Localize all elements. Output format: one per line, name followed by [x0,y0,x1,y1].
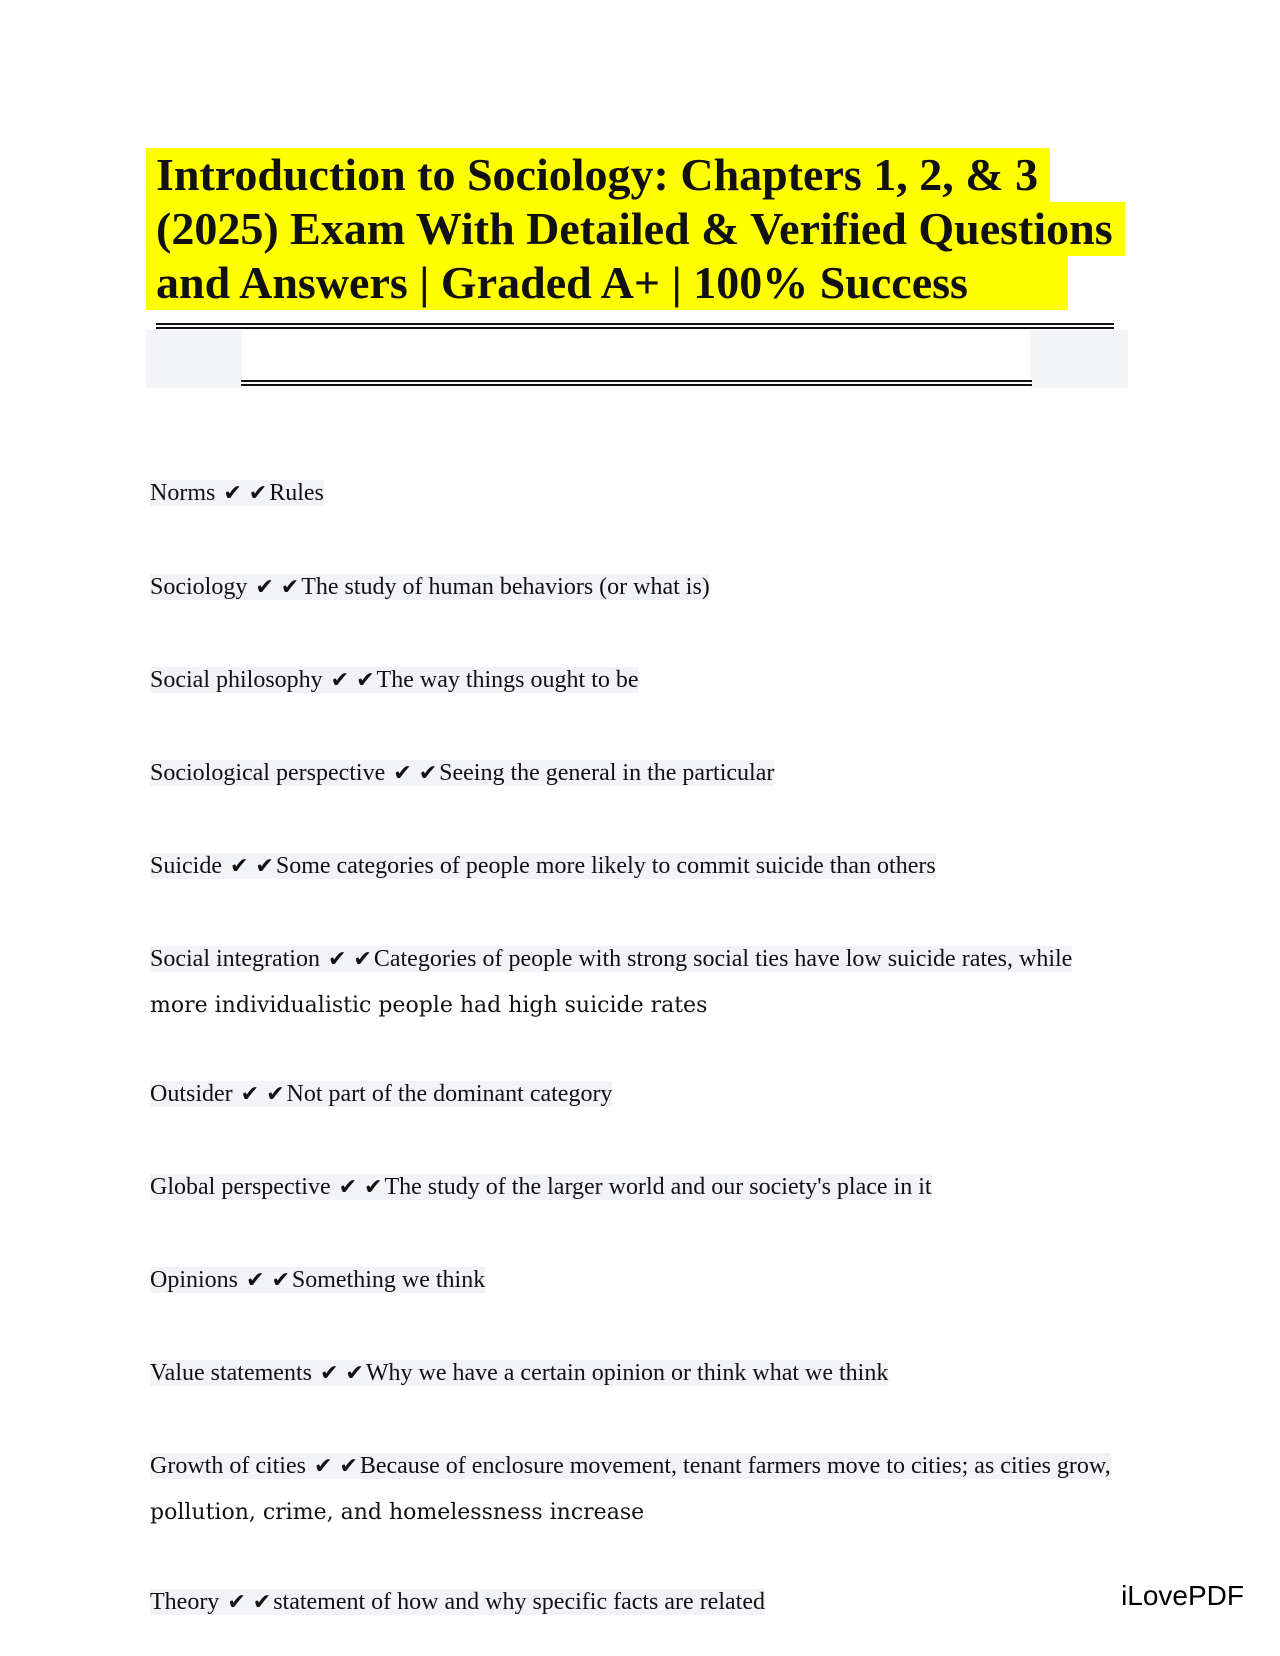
check-icon: ✔ ✔ [330,668,375,693]
qa-term: Social integration [150,946,320,972]
title-shade-left [146,330,242,388]
check-icon: ✔ ✔ [230,854,274,879]
check-icon: ✔ ✔ [327,947,372,972]
qa-entry-growth-of-cities [150,1449,1111,1530]
qa-entry-social-philosophy [150,663,639,698]
qa-entry-opinions [150,1263,485,1298]
check-icon: ✔ ✔ [393,761,438,786]
qa-entry-global-perspective [150,1170,932,1205]
qa-answer: Rules [269,480,324,506]
check-icon: ✔ ✔ [246,1268,290,1293]
qa-answer: Why we have a certain opinion or think what we think [365,1360,889,1386]
qa-answer-continued: pollution, crime, and homelessness increase [150,1500,645,1525]
qa-entry-value-statements [150,1356,888,1391]
qa-entry-suicide [150,849,936,884]
qa-answer: Seeing the general in the particular [439,760,775,786]
qa-answer: Something we think [291,1267,486,1293]
qa-entry-theory [150,1585,765,1620]
title-underline [156,323,1114,329]
qa-answer: Categories of people with strong social ties have low suicide rates, while [373,946,1073,972]
check-icon: ✔ ✔ [338,1175,383,1200]
title-line-3: and Answers | Graded A+ | 100% Success [146,256,1068,310]
qa-answer: statement of how and why specific facts are related [273,1589,765,1615]
qa-entry-social-integration [150,942,1072,1023]
qa-term: Outsider [150,1081,233,1107]
watermark-logo: iLovePDF [1121,1580,1244,1611]
qa-entry-sociological-perspective [150,756,774,791]
check-icon: ✔ ✔ [223,481,268,506]
check-icon: ✔ ✔ [255,575,300,600]
check-icon: ✔ ✔ [227,1590,272,1615]
qa-term: Theory [150,1589,220,1615]
title-shade-right [1030,330,1128,388]
qa-term: Growth of cities [150,1453,306,1479]
title-line-2: (2025) Exam With Detailed & Verified Questions [146,202,1125,256]
qa-term: Opinions [150,1267,239,1293]
qa-entry-outsider [150,1077,612,1112]
qa-answer-continued: more individualistic people had high suicide rates [150,993,708,1018]
qa-term: Global perspective [150,1174,331,1200]
qa-answer: The study of the larger world and our society's place in it [384,1174,932,1200]
check-icon: ✔ ✔ [313,1454,358,1479]
document-title [146,148,1136,310]
qa-answer: The way things ought to be [376,667,639,693]
qa-term: Sociological perspective [150,760,386,786]
qa-answer: Because of enclosure movement, tenant farmers move to cities; as cities grow, [359,1453,1111,1479]
check-icon: ✔ ✔ [319,1361,364,1386]
title-line-1: Introduction to Sociology: Chapters 1, 2, & 3 [146,148,1050,202]
qa-entry-sociology [150,570,710,605]
check-icon: ✔ ✔ [240,1082,285,1107]
qa-answer: The study of human behaviors (or what is) [301,574,710,600]
qa-term: Suicide [150,853,222,879]
qa-answer: Some categories of people more likely to commit suicide than others [275,853,936,879]
qa-answer: Not part of the dominant category [286,1081,613,1107]
qa-term: Social philosophy [150,667,323,693]
qa-term: Value statements [150,1360,312,1386]
qa-term: Sociology [150,574,248,600]
section-divider [241,380,1032,386]
qa-term: Norms [150,480,216,506]
qa-entry-norms [150,476,324,511]
